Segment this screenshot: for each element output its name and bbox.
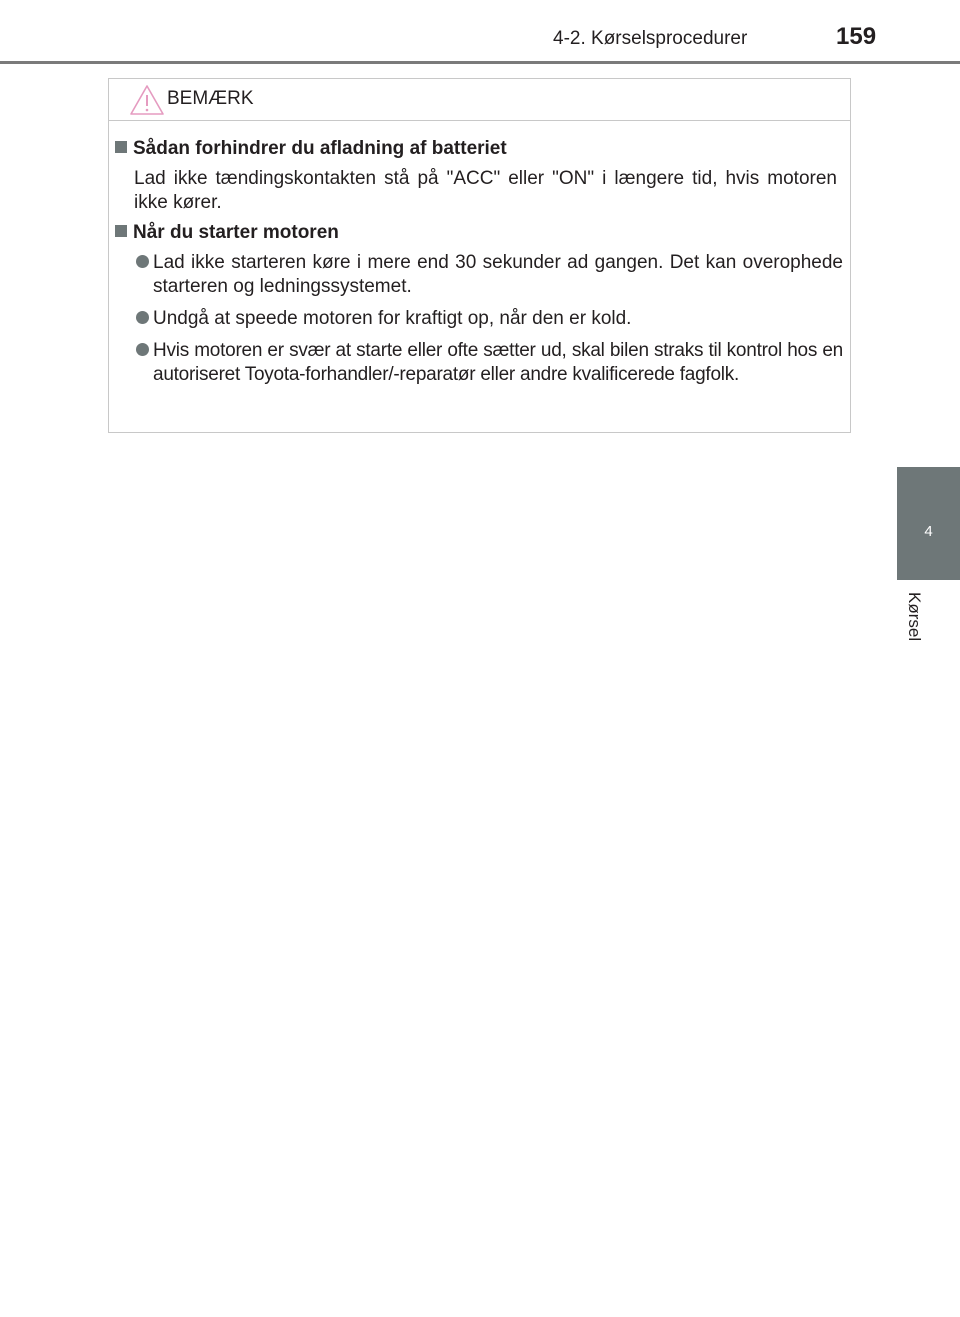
round-bullet-icon [136, 311, 149, 324]
list-item [153, 251, 843, 299]
chapter-tab-number: 4 [924, 523, 933, 540]
list-item-text: Lad ikke starteren køre i mere end 30 sekunder ad gangen. Det kan overophede starteren og ledningssystemet. [153, 252, 843, 297]
warning-triangle-icon [129, 84, 165, 116]
sub-heading-battery [115, 138, 507, 160]
list-item-text: Undgå at speede motoren for kraftigt op, når den er kold. [153, 308, 632, 329]
page-number: 159 [836, 23, 877, 50]
notice-label: BEMÆRK [167, 88, 254, 109]
square-bullet-icon [115, 141, 127, 153]
paragraph-battery: Lad ikke tændingskontakten stå på "ACC" eller "ON" i længere tid, hvis motoren ikke kører. [134, 168, 837, 213]
sub-heading-text: Når du starter motoren [133, 222, 339, 243]
header-rule [0, 61, 960, 64]
square-bullet-icon [115, 225, 127, 237]
list-item [153, 339, 843, 387]
sub-heading-text: Sådan forhindrer du afladning af batteriet [133, 138, 507, 159]
round-bullet-icon [136, 343, 149, 356]
chapter-tab-label: Kørsel [905, 592, 924, 642]
sub-heading-starting-engine [115, 222, 339, 244]
notice-box [108, 78, 851, 433]
round-bullet-icon [136, 255, 149, 268]
list-item [153, 307, 843, 331]
list-item-text: Hvis motoren er svær at starte eller ofte sætter ud, skal bilen straks til kontrol hos en autoriseret Toyota-forhandler/-reparatør eller andre kvalificerede fagfolk. [153, 340, 843, 385]
notice-header [109, 79, 850, 121]
section-title: 4-2. Kørselsprocedurer [553, 28, 748, 49]
